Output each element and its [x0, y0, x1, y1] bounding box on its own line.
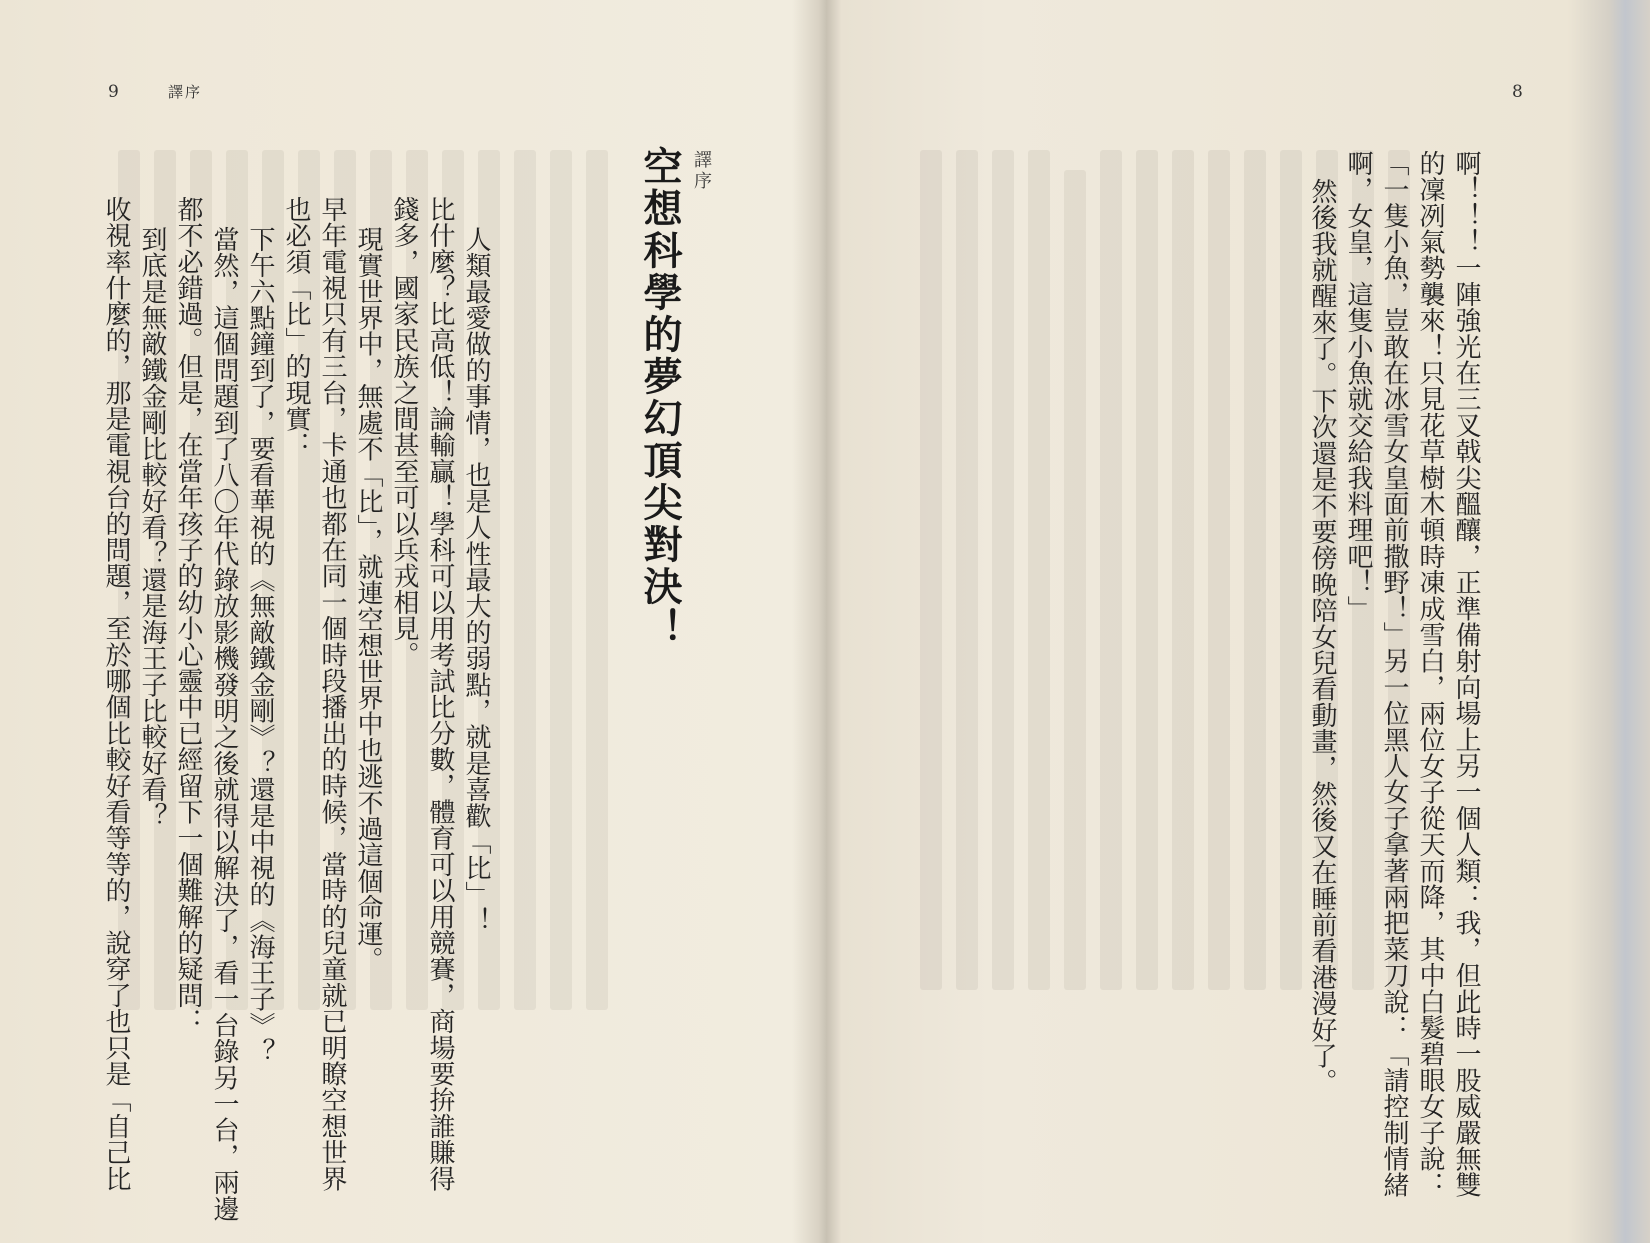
show-through-text	[586, 150, 608, 1010]
body-column: 「一隻小魚，豈敢在冰雪女皇面前撒野！」另一位黑人女子拿著兩把菜刀說：「請控制情緒	[1379, 150, 1409, 1198]
body-column: 人類最愛做的事情，也是人性最大的弱點，就是喜歡「比」！	[461, 226, 491, 934]
show-through-text	[1100, 150, 1122, 990]
show-through-text	[550, 150, 572, 1010]
body-column: 現實世界中，無處不「比」，就連空想世界中也逃不過這個命運。	[353, 226, 383, 973]
body-column: 也必須「比」的現實：	[281, 196, 311, 458]
show-through-text	[920, 150, 942, 990]
running-head: 譯序	[168, 83, 203, 101]
show-through-text	[992, 150, 1014, 990]
body-column: 然後我就醒來了。下次還是不要傍晚陪女兒看動畫，然後又在睡前看港漫好了。	[1307, 178, 1337, 1095]
show-through-text	[956, 150, 978, 990]
show-through-text	[1244, 150, 1266, 990]
body-column: 的凜冽氣勢襲來！只見花草樹木頓時凍成雪白，兩位女子從天而降，其中白髮碧眼女子說：	[1415, 150, 1445, 1198]
body-column: 啊，女皇，這隻小魚就交給我料理吧！」	[1343, 150, 1373, 622]
page-number: 8	[1512, 82, 1523, 102]
body-column: 啊！！！一陣強光在三叉戟尖醞釀，正準備射向場上另一個人類：我，但此時一股威嚴無雙	[1451, 150, 1481, 1198]
body-column: 到底是無敵鐵金剛比較好看？還是海王子比較好看？	[137, 226, 167, 829]
body-column: 比什麼？比高低！論輸贏！學科可以用考試比分數，體育可以用競賽，商場要拚誰賺得	[425, 196, 455, 1192]
page-number: 9	[108, 82, 119, 102]
body-column: 早年電視只有三台，卡通也都在同一個時段播出的時候，當時的兒童就已明瞭空想世界	[317, 196, 347, 1192]
section-label: 譯序	[691, 150, 712, 192]
body-column: 當然，這個問題到了八〇年代錄放影機發明之後就得以解決了，看一台錄另一台，兩邊	[209, 226, 239, 1222]
chapter-title: 空想科學的夢幻頂尖對決！	[637, 146, 683, 650]
show-through-text	[1136, 150, 1158, 990]
left-page	[0, 0, 822, 1243]
show-through-text	[1028, 150, 1050, 990]
show-through-text	[1280, 150, 1302, 990]
body-column: 都不必錯過。但是，在當年孩子的幼小心靈中已經留下一個難解的疑問：	[173, 196, 203, 1035]
show-through-text	[1172, 150, 1194, 990]
show-through-text	[1064, 170, 1086, 990]
show-through-text	[514, 150, 536, 1010]
body-column: 下午六點鐘到了，要看華視的《無敵鐵金剛》？還是中視的《海王子》？	[245, 226, 275, 1065]
show-through-text	[1208, 150, 1230, 990]
body-column: 收視率什麼的，那是電視台的問題，至於哪個比較好看等等的，說穿了也只是「自己比	[101, 196, 131, 1192]
right-page	[822, 0, 1650, 1243]
body-column: 錢多，國家民族之間甚至可以兵戎相見。	[389, 196, 419, 668]
